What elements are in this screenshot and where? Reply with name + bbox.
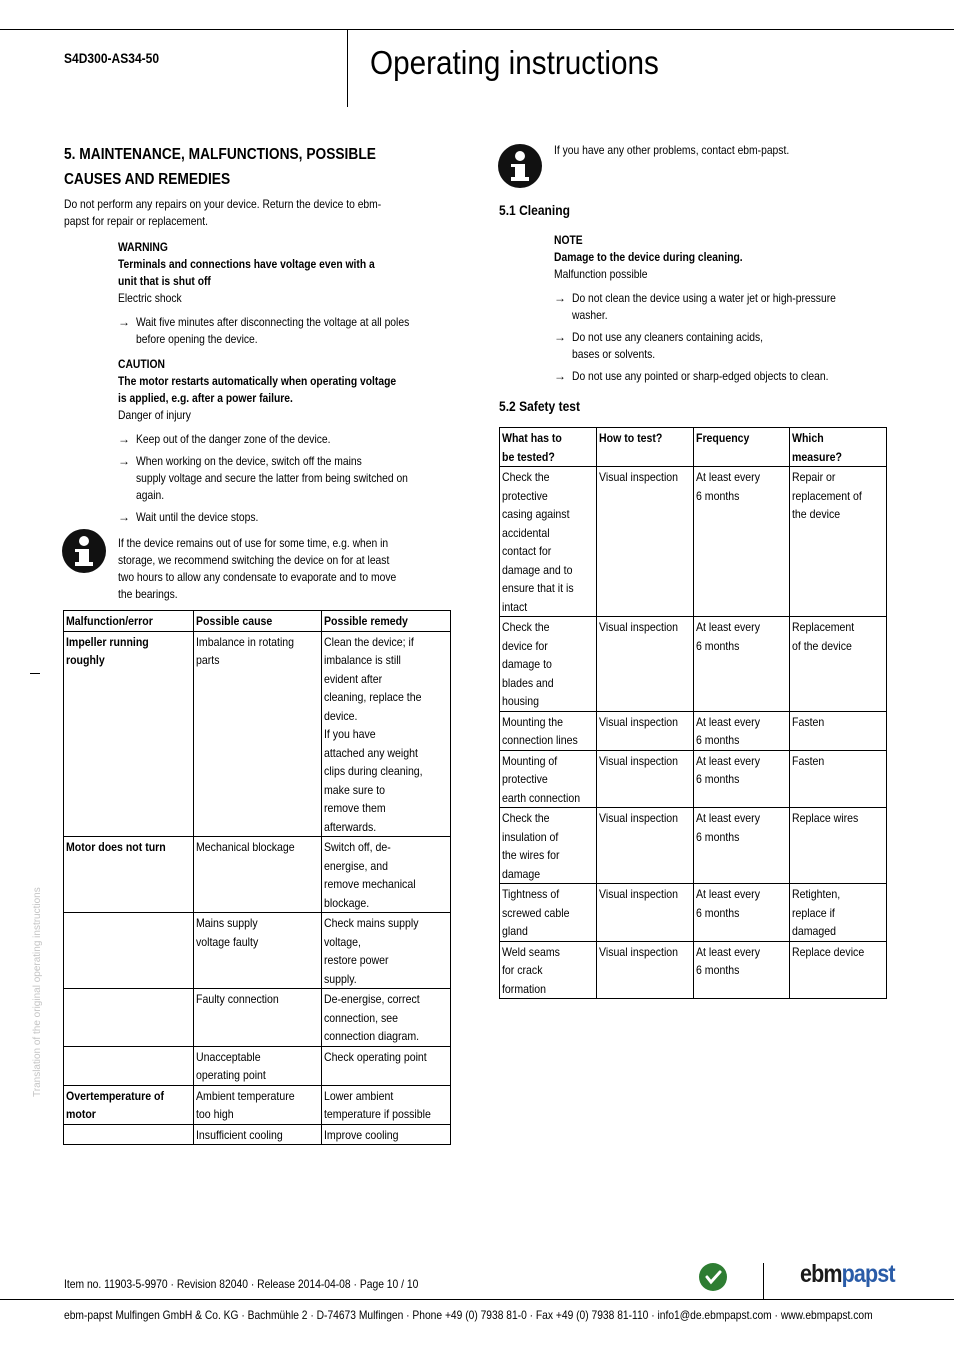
frequency-cell: At least every 6 months — [693, 711, 789, 750]
remedy-cell: Switch off, de- energise, and remove mechanical blockage. — [322, 837, 451, 913]
test-item-cell: Tightness of screwed cable gland — [500, 884, 597, 942]
test-item-cell: Weld seams for crack formation — [500, 941, 597, 999]
footer-item-line: Item no. 11903-5-9970 · Revision 82040 · Release 2014-04-08 · Page 10 / 10 — [64, 1277, 419, 1291]
table-row — [500, 467, 887, 617]
arrow-icon: → — [118, 454, 130, 468]
measure-cell: Replacement of the device — [790, 617, 887, 712]
caution-label: CAUTION — [118, 357, 166, 371]
test-item-cell: Check the insulation of the wires for damage — [500, 808, 597, 884]
info-icon — [498, 144, 542, 188]
caution-block: CAUTION The motor restarts automatically when operating voltage is applied, e.g. after a power failure. Danger of injury — [118, 356, 441, 424]
table-row — [500, 884, 887, 942]
footer-rule — [0, 1299, 954, 1300]
footer-company-line: ebm-papst Mulfingen GmbH & Co. KG · Bachmühle 2 · D-74673 Mulfingen · Phone +49 (0) 7938 81-0 · Fax +49 (0) 7938 81-110 · info1@de.ebmpapst.com · www.ebmpapst.com — [64, 1308, 873, 1322]
cause-cell: Insufficient cooling — [193, 1124, 322, 1145]
safety-test-table — [499, 427, 887, 999]
table-row — [500, 750, 887, 808]
test-item-cell: Check the device for damage to blades and housing — [500, 617, 597, 712]
table-row — [64, 1085, 451, 1124]
remedy-cell: Check mains supply voltage, restore power supply. — [322, 913, 451, 989]
column-header: Frequency — [693, 428, 789, 467]
frequency-cell: At least every 6 months — [693, 467, 789, 617]
measure-cell: Replace device — [790, 941, 887, 999]
remedy-cell: Clean the device; if imbalance is still evident after cleaning, replace the device. If you have attached any weight clips during cleaning, make sure to remove them afterwards. — [322, 631, 451, 837]
model-number: S4D300-AS34-50 — [64, 50, 160, 66]
frequency-cell: At least every 6 months — [693, 808, 789, 884]
test-item-cell: Check the protective casing against accidental contact for damage and to ensure that it is intact — [500, 467, 597, 617]
table-header-row — [500, 428, 887, 467]
remedy-cell: Check operating point — [322, 1046, 451, 1085]
frequency-cell: At least every 6 months — [693, 617, 789, 712]
column-header: What has to be tested? — [500, 428, 597, 467]
safety-test-heading: 5.2 Safety test — [499, 398, 580, 414]
page-title: Operating instructions — [370, 44, 659, 81]
arrow-icon: → — [554, 369, 566, 383]
translation-note: Translation of the original operating instructions — [32, 887, 43, 1097]
header-top-rule — [0, 29, 954, 30]
remedy-cell: Lower ambient temperature if possible — [322, 1085, 451, 1124]
column-header: Malfunction/error — [64, 611, 194, 632]
arrow-icon: → — [118, 432, 130, 446]
test-method-cell: Visual inspection — [596, 941, 693, 999]
table-header-row — [64, 611, 451, 632]
arrow-icon: → — [118, 510, 130, 524]
info-icon — [62, 529, 106, 573]
table-row — [64, 989, 451, 1047]
measure-cell: Replace wires — [790, 808, 887, 884]
frequency-cell: At least every 6 months — [693, 941, 789, 999]
test-method-cell: Visual inspection — [596, 711, 693, 750]
cause-cell: Ambient temperature too high — [193, 1085, 322, 1124]
cleaning-heading: 5.1 Cleaning — [499, 202, 570, 218]
section-heading: 5. MAINTENANCE, MALFUNCTIONS, POSSIBLE CAUSES AND REMEDIES — [64, 146, 376, 188]
cause-cell: Faulty connection — [193, 989, 322, 1047]
table-row — [64, 837, 451, 913]
table-row — [500, 617, 887, 712]
test-method-cell: Visual inspection — [596, 750, 693, 808]
ebmpapst-logo: ebmpapst — [800, 1260, 895, 1288]
measure-cell: Repair or replacement of the device — [790, 467, 887, 617]
malfunction-cell — [64, 913, 194, 989]
malfunction-cell: Impeller running roughly — [64, 631, 194, 837]
storage-info: If the device remains out of use for some time, e.g. when in storage, we recommend switching the device on for at least two hours to allow any condensate to evaporate and to move the bearings. — [118, 536, 397, 601]
warning-label: WARNING — [118, 240, 168, 254]
column-header: Possible remedy — [322, 611, 451, 632]
contact-info: If you have any other problems, contact ebm-papst. — [554, 143, 790, 157]
test-method-cell: Visual inspection — [596, 808, 693, 884]
arrow-icon: → — [118, 315, 130, 329]
arrow-icon: → — [554, 330, 566, 344]
caution-effect: Danger of injury — [118, 408, 191, 422]
warning-block: WARNING Terminals and connections have voltage even with a unit that is shut off Electric shock — [118, 239, 417, 307]
test-method-cell: Visual inspection — [596, 617, 693, 712]
test-method-cell: Visual inspection — [596, 884, 693, 942]
test-item-cell: Mounting of protective earth connection — [500, 750, 597, 808]
table-row — [64, 1124, 451, 1145]
remedy-cell: Improve cooling — [322, 1124, 451, 1145]
warning-effect: Electric shock — [118, 291, 182, 305]
malfunction-cell — [64, 1046, 194, 1085]
header-divider — [347, 29, 348, 107]
test-item-cell: Mounting the connection lines — [500, 711, 597, 750]
footer-logo-divider — [763, 1263, 764, 1299]
greentech-icon — [699, 1263, 727, 1291]
column-header: Possible cause — [193, 611, 322, 632]
table-row — [64, 1046, 451, 1085]
section-intro: Do not perform any repairs on your device. Return the device to ebm- papst for repair or replacement. — [64, 197, 382, 228]
cause-cell: Imbalance in rotating parts — [193, 631, 322, 837]
cleaning-note: NOTE Damage to the device during cleaning. Malfunction possible — [554, 232, 773, 283]
remedy-cell: De-energise, correct connection, see connection diagram. — [322, 989, 451, 1047]
margin-mark — [30, 673, 40, 674]
table-row — [500, 711, 887, 750]
column-header: Which measure? — [790, 428, 887, 467]
malfunction-cell — [64, 989, 194, 1047]
frequency-cell: At least every 6 months — [693, 750, 789, 808]
measure-cell: Fasten — [790, 711, 887, 750]
table-row — [64, 631, 451, 837]
cause-cell: Mechanical blockage — [193, 837, 322, 913]
malfunction-cell — [64, 1124, 194, 1145]
measure-cell: Retighten, replace if damaged — [790, 884, 887, 942]
note-label: NOTE — [554, 233, 583, 247]
malfunction-cell: Motor does not turn — [64, 837, 194, 913]
table-row — [500, 941, 887, 999]
cause-cell: Unacceptable operating point — [193, 1046, 322, 1085]
malfunction-table — [63, 610, 451, 1145]
table-row — [64, 913, 451, 989]
cause-cell: Mains supply voltage faulty — [193, 913, 322, 989]
column-header: How to test? — [596, 428, 693, 467]
arrow-icon: → — [554, 291, 566, 305]
measure-cell: Fasten — [790, 750, 887, 808]
table-row — [500, 808, 887, 884]
test-method-cell: Visual inspection — [596, 467, 693, 617]
frequency-cell: At least every 6 months — [693, 884, 789, 942]
malfunction-cell: Overtemperature of motor — [64, 1085, 194, 1124]
